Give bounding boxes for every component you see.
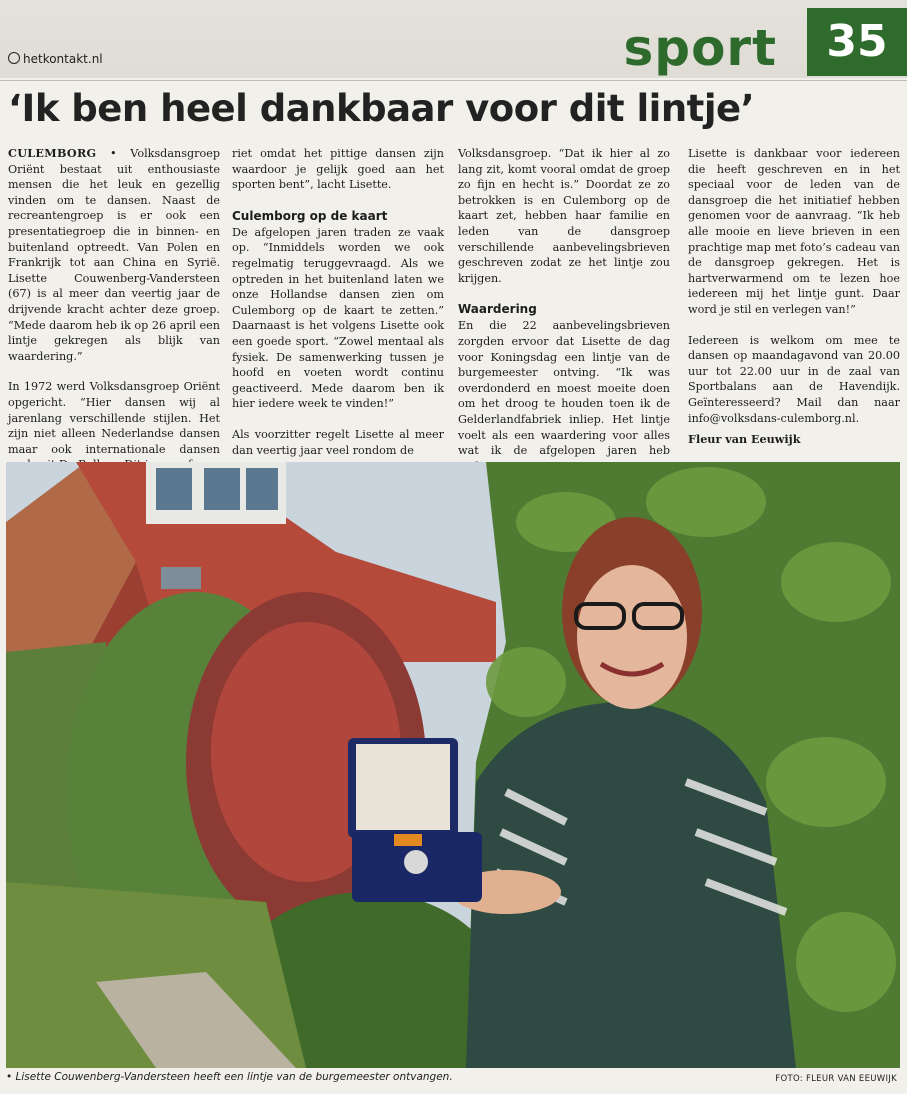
paragraph: Volksdansgroep Oriënt bestaat uit enthousiaste mensen die het leuk en gezellig vinden om te dansen. Naast de recreantengroep is er ook een presentatiegroep die in binnen- en buitenland optreedt. Van Polen en Frankrijk tot aan China en Syrië. Lisette Couwenberg-Vandersteen (67) is al meer dan veertig jaar de drijvende kracht achter deze groep. “Mede daarom heb ik op 26 april een lintje gekregen als blijk van waardering.” [8, 147, 220, 363]
column-3 [458, 146, 670, 474]
site-label: hetkontakt.nl [23, 52, 103, 66]
dateline: CULEMBORG [8, 146, 97, 160]
paragraph: Lisette is dankbaar voor iedereen die heeft geschreven en in het speciaal voor de leden van de dansgroep die het initiatief hebben genomen voor de aanvraag. “Ik heb alle mooie en lieve brieven in een prachtige map met foto’s cadeau van de dansgroep gekregen. Het is hartverwarmend om te lezen hoe iedereen mij het lintje gunt. Daar word je stil en verlegen van!” [688, 147, 900, 316]
photo-illustration [6, 462, 900, 1068]
subheading: Culemborg op de kaart [232, 208, 388, 223]
article-headline: ‘Ik ben heel dankbaar voor dit lintje’ [8, 87, 755, 130]
column-2 [232, 146, 444, 458]
paragraph: Volksdansgroep. “Dat ik hier al zo lang zit, komt vooral omdat de groep zo fijn en hecht is.” Doordat ze zo betrokken is en Culemborg op de kaart zet, hebben haar familie en leden van de dansgroep verschillende aanbevelingsbrieven geschreven zodat ze het lintje zou krijgen. [458, 147, 670, 285]
column-1: CULEMBORG • Volksdansgroep Oriënt bestaat uit enthousiaste mensen die het leuk en gezellig vinden om te dansen. Naast de recreantengroep is er ook een presentatiegroep die in binnen- en buitenland optreedt. Van Polen en Frankrijk tot aan China en Syrië. Lisette Couwenberg-Vandersteen (67) is al meer dan veertig jaar de drijvende kracht achter deze groep. “Mede daarom heb ik op 26 april een lintje gekregen als blijk van waardering.” In 1972 werd Volksdansgroep Oriënt opgericht. “Hier dansen wij al jarenlang verschillende stijlen. Het zijn niet alleen Nederlandse dansen maar ook internationale dansen [8, 146, 220, 473]
photo-caption: • Lisette Couwenberg-Vandersteen heeft een lintje van de burgemeester ontvangen. [6, 1071, 453, 1083]
subheading: Waardering [458, 302, 537, 317]
paragraph: riet omdat het pittige dansen zijn waardoor je gelijk goed aan het sporten bent”, lacht Lisette. [232, 147, 444, 192]
paragraph: In 1972 werd Volksdansgroep Oriënt opgericht. “Hier dansen wij al jarenlang verschillende stijlen. Het zijn niet alleen Nederlandse dansen maar ook internationale dansen [8, 380, 220, 456]
paragraph: Iedereen is welkom om mee te dansen op maandagavond van 20.00 uur tot 22.00 uur in de zaal van Sportbalans aan de Havendijk. Geïnteresseerd? Mail dan naar info@volksdans-culemborg.nl. [688, 333, 900, 425]
paragraph: De afgelopen jaren traden ze vaak op. “Inmiddels worden we ook regelmatig teruggevraagd. Als we optreden in het buitenland laten we onze Hollandse dansen zien om Culemborg op de kaart te zetten.” Daarnaast is het volgens Lisette ook een goede sport. “Zowel mentaal als fysiek. De samenwerking tussen je hoofd en voeten wordt continu geactiveerd. Mede daarom ben ik hier iedere week te vinden!” [232, 225, 444, 411]
header-rule [0, 80, 907, 81]
photo-credit: FOTO: FLEUR VAN EEUWIJK [775, 1074, 897, 1084]
site-url [8, 52, 103, 66]
section-title: sport [623, 19, 777, 77]
page-header [0, 0, 907, 78]
paragraph: Als voorzitter regelt Lisette al meer dan veertig jaar veel rondom de [232, 427, 444, 457]
byline: Fleur van Eeuwijk [688, 432, 801, 447]
article-photo [6, 462, 900, 1068]
medal [404, 850, 428, 874]
paragraph: En die 22 aanbevelingsbrieven zorgden ervoor dat Lisette de dag voor Koningsdag een lintje van de burgemeester ontving. “Ik was overdonderd en moest moeite doen om het droog te houden toen ik de Gelderlandfabriek inliep. Het lintje voelt als een waardering voor alles wat ik de afgelopen jaren heb [458, 319, 670, 458]
page-number: 35 [807, 8, 907, 76]
column-4 [688, 146, 900, 448]
woman-face [577, 565, 687, 709]
globe-icon [8, 52, 20, 64]
